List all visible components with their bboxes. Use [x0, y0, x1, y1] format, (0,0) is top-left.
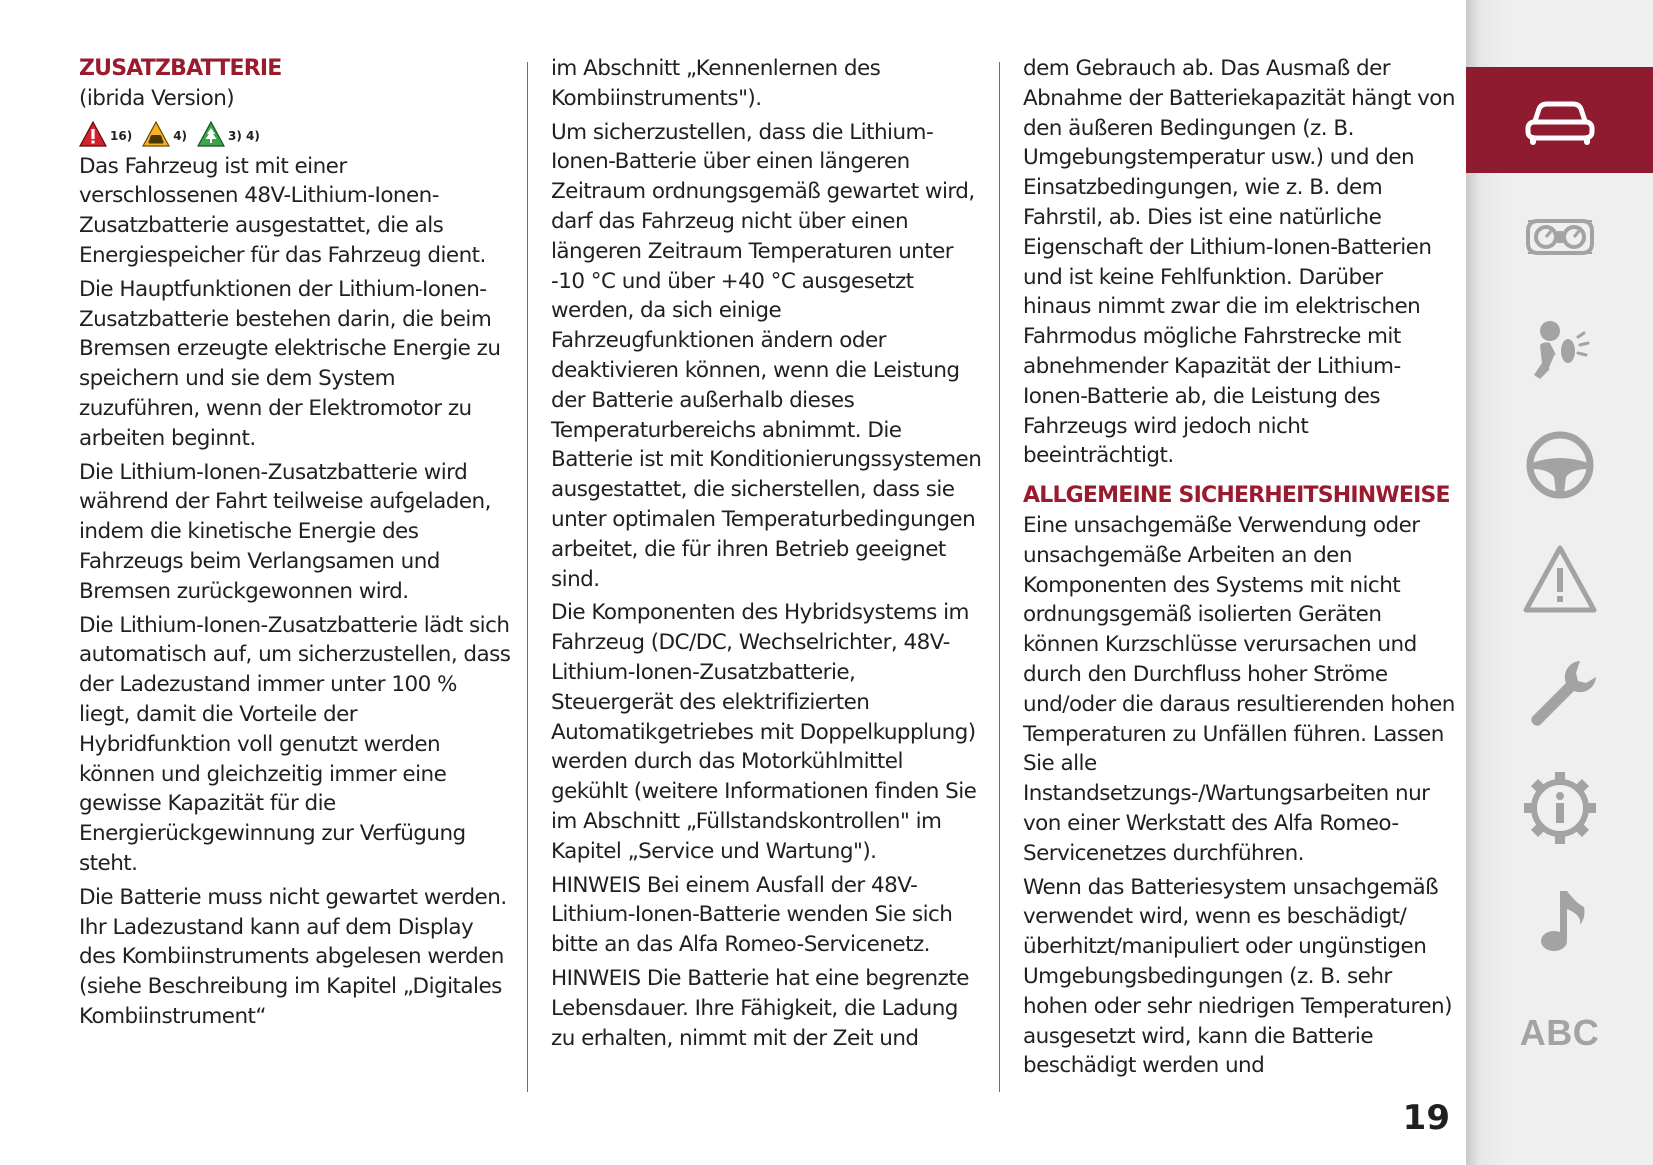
warning-note-ref: 3) 4)	[228, 128, 260, 143]
paragraph: Das Fahrzeug ist mit einer verschlossenen 48V-Lithium-Ionen-Zusatzbatterie ausgestattet, die als Energiespeicher für das Fahrzeug dient.	[79, 153, 486, 268]
section-heading: ZUSATZBATTERIE	[79, 56, 282, 81]
sidebar-item-emergency[interactable]	[1466, 527, 1653, 633]
text-column-3	[1023, 54, 1455, 1085]
caution-car-icon	[142, 120, 170, 148]
paragraph: Die Lithium-Ionen-Zusatzbatterie lädt sich automatisch auf, um sicherzustellen, dass der Ladezustand immer unter 100 % liegt, damit die Vorteile der Hybridfunktion voll genutzt werden können und gleichzeitig immer eine gewisse Kapazität für die Energierückgewinnung zur Verfügung steht.	[79, 612, 511, 876]
sidebar-item-technical-data[interactable]	[1466, 755, 1653, 861]
warning-note-ref: 16)	[110, 128, 133, 143]
paragraph: Wenn das Batteriesystem unsachgemäß verwendet wird, wenn es beschädigt/überhitzt/manipuliert oder ungünstigen Umgebungsbedingungen (z. B. sehr hohen oder sehr niedrigen Temperaturen) ausgesetzt wird, kann die Batterie beschädigt werden und	[1023, 874, 1452, 1079]
paragraph: Eine unsachgemäße Verwendung oder unsachgemäße Arbeiten an den Komponenten des Systems mit nicht ordnungsgemäß isolierten Geräten können Kurzschlüsse verursachen und durch den Durchfluss hoher Ströme und/oder die daraus resultierenden hohen Temperaturen zu Unfällen führen. Lassen Sie alle Instandsetzungs-/Wartungsarbeiten nur von einer Werkstatt des Alfa Romeo-Servicenetzes durchführen.	[1023, 512, 1455, 866]
chapter-sidebar	[1466, 0, 1653, 1165]
paragraph: im Abschnitt „Kennenlernen des Kombiinstruments").	[551, 56, 881, 111]
environment-tree-icon	[197, 120, 225, 148]
warning-triangle-icon	[1520, 540, 1600, 620]
wrench-icon	[1520, 653, 1600, 733]
danger-warning-icon	[79, 120, 107, 148]
text-column-2	[551, 54, 983, 1057]
text-column-1	[79, 54, 511, 1036]
car-icon	[1520, 80, 1600, 160]
instrument-cluster-icon	[1520, 197, 1600, 277]
sidebar-item-index[interactable]	[1466, 980, 1653, 1086]
note-paragraph: HINWEIS Die Batterie hat eine begrenzte Lebensdauer. Ihre Fähigkeit, die Ladung zu erhalten, nimmt mit der Zeit und	[551, 965, 969, 1051]
section-subtitle: (ibrida Version)	[79, 85, 235, 111]
column-divider	[527, 62, 528, 1092]
airbag-passenger-icon	[1520, 311, 1600, 391]
page-number: 19	[1402, 1098, 1450, 1138]
paragraph: Die Batterie muss nicht gewartet werden. Ihr Ladezustand kann auf dem Display des Kombiinstruments abgelesen werden (siehe Beschreibung im Kapitel „Digitales Kombiinstrument“	[79, 884, 507, 1029]
sidebar-item-maintenance[interactable]	[1466, 640, 1653, 746]
warning-note-ref: 4)	[173, 128, 188, 143]
paragraph: Die Komponenten des Hybridsystems im Fahrzeug (DC/DC, Wechselrichter, 48V-Lithium-Ionen-Zusatzbatterie, Steuergerät des elektrifizierten Automatikgetriebes mit Doppelkupplung) werden durch das Motorkühlmittel gekühlt (weitere Informationen finden Sie im Abschnitt „Füllstandskontrollen" im Kapitel „Service und Wartung").	[551, 600, 977, 864]
paragraph: Die Lithium-Ionen-Zusatzbatterie wird während der Fahrt teilweise aufgeladen, indem die kinetische Energie des Fahrzeugs beim Verlangsamen und Bremsen zurückgewonnen wird.	[79, 459, 491, 604]
abc-icon: ABC	[1519, 1012, 1600, 1053]
safety-heading: ALLGEMEINE SICHERHEITSHINWEISE	[1023, 483, 1450, 509]
column-divider	[999, 62, 1000, 1092]
sidebar-item-instruments[interactable]	[1466, 184, 1653, 290]
warning-symbols-row	[79, 118, 511, 150]
sidebar-item-car[interactable]	[1466, 67, 1653, 173]
paragraph: Um sicherzustellen, dass die Lithium-Ionen-Batterie über einen längeren Zeitraum ordnungsgemäß gewartet wird, darf das Fahrzeug nicht über einen längeren Zeitraum Temperaturen unter -10 °C und über +40 °C ausgesetzt werden, da sich einige Fahrzeugfunktionen ändern oder deaktivieren können, wenn die Leistung der Batterie außerhalb dieses Temperaturbereichs abnimmt. Die Batterie ist mit Konditionierungssystemen ausgestattet, die sicherstellen, dass sie unter optimalen Temperaturbedingungen arbeitet, die für ihren Betrieb geeignet sind.	[551, 119, 982, 592]
sidebar-item-safety[interactable]	[1466, 298, 1653, 404]
paragraph: dem Gebrauch ab. Das Ausmaß der Abnahme der Batteriekapazität hängt von den äußeren Bedingungen (z. B. Umgebungstemperatur usw.) und den Einsatzbedingungen, wie z. B. dem Fahrstil, ab. Dies ist eine natürliche Eigenschaft der Lithium-Ionen-Batterien und ist keine Fehlfunktion. Darüber hinaus nimmt zwar die im elektrischen Fahrmodus mögliche Fahrstrecke mit abnehmender Kapazität der Lithium-Ionen-Batterie ab, die Leistung des Fahrzeugs wird jedoch nicht beeinträchtigt.	[1023, 56, 1455, 469]
steering-wheel-icon	[1520, 425, 1600, 505]
note-paragraph: HINWEIS Bei einem Ausfall der 48V-Lithium-Ionen-Batterie wenden Sie sich bitte an das Alfa Romeo-Servicenetz.	[551, 872, 953, 958]
sidebar-item-multimedia[interactable]	[1466, 868, 1653, 974]
music-note-icon	[1520, 881, 1600, 961]
paragraph: Die Hauptfunktionen der Lithium-Ionen-Zusatzbatterie bestehen darin, die beim Bremsen erzeugte elektrische Energie zu speichern und sie dem System zuzuführen, wenn der Elektromotor zu arbeiten beginnt.	[79, 276, 501, 451]
gear-info-icon	[1520, 768, 1600, 848]
sidebar-item-driving[interactable]	[1466, 412, 1653, 518]
